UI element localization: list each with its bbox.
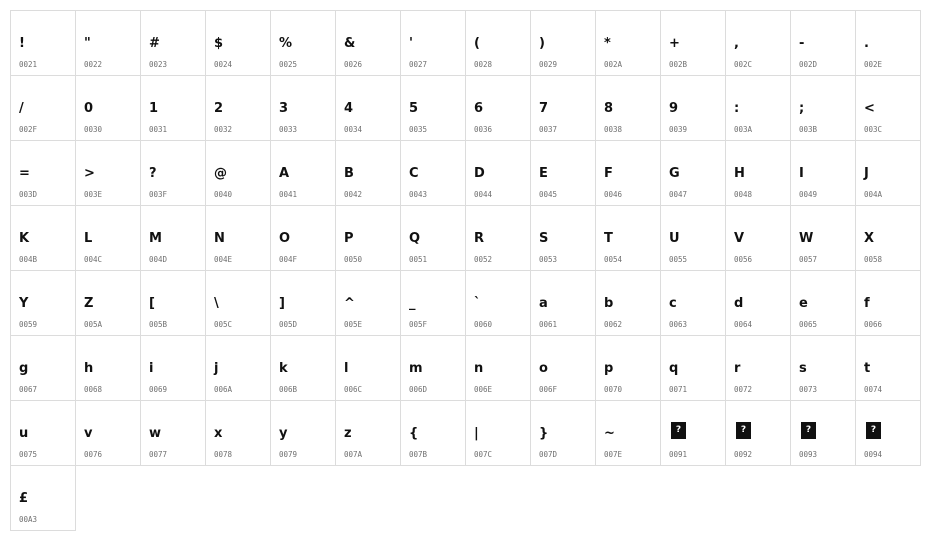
glyph-codepoint: 0073 — [799, 385, 818, 394]
glyph-cell-002c[interactable] — [725, 10, 791, 76]
glyph-codepoint: 0061 — [539, 320, 558, 329]
glyph-sample: L — [84, 231, 93, 246]
glyph-sample: ; — [799, 101, 805, 116]
glyph-codepoint: 0030 — [84, 125, 103, 134]
glyph-codepoint: 0036 — [474, 125, 493, 134]
glyph-codepoint: 003D — [19, 190, 38, 199]
glyph-sample: * — [604, 36, 611, 51]
glyph-cell-004b[interactable] — [10, 205, 76, 271]
glyph-sample: G — [669, 166, 680, 181]
glyph-cell-006f[interactable] — [530, 335, 596, 401]
glyph-sample: S — [539, 231, 549, 246]
glyph-cell-0022[interactable] — [75, 10, 141, 76]
glyph-sample: 9 — [669, 101, 679, 116]
glyph-cell-0094[interactable] — [855, 400, 921, 466]
glyph-codepoint: 005F — [409, 320, 428, 329]
glyph-codepoint: 003B — [799, 125, 818, 134]
glyph-codepoint: 0026 — [344, 60, 363, 69]
glyph-cell-0033[interactable] — [270, 75, 336, 141]
glyph-codepoint: 002D — [799, 60, 818, 69]
glyph-cell-006d[interactable] — [400, 335, 466, 401]
glyph-sample: 6 — [474, 101, 484, 116]
glyph-cell-0041[interactable] — [270, 140, 336, 206]
glyph-sample: = — [19, 166, 30, 181]
glyph-codepoint: 0067 — [19, 385, 38, 394]
glyph-cell-0025[interactable] — [270, 10, 336, 76]
glyph-codepoint: 0042 — [344, 190, 363, 199]
glyph-codepoint: 0078 — [214, 450, 233, 459]
glyph-cell-003f[interactable] — [140, 140, 206, 206]
glyph-cell-0078[interactable] — [205, 400, 271, 466]
glyph-cell-0045[interactable] — [530, 140, 596, 206]
glyph-codepoint: 004A — [864, 190, 883, 199]
glyph-codepoint: 0023 — [149, 60, 168, 69]
glyph-cell-007e[interactable] — [595, 400, 661, 466]
glyph-cell-003a[interactable] — [725, 75, 791, 141]
glyph-sample: ] — [279, 296, 285, 311]
glyph-sample: m — [409, 361, 423, 376]
glyph-sample: o — [539, 361, 548, 376]
glyph-cell-0024[interactable] — [205, 10, 271, 76]
glyph-cell-004e[interactable] — [205, 205, 271, 271]
glyph-cell-0074[interactable] — [855, 335, 921, 401]
glyph-codepoint: 0075 — [19, 450, 38, 459]
glyph-sample: j — [214, 361, 219, 376]
glyph-sample: E — [539, 166, 548, 181]
glyph-sample: V — [734, 231, 745, 246]
glyph-cell-0064[interactable] — [725, 270, 791, 336]
glyph-cell-0062[interactable] — [595, 270, 661, 336]
glyph-codepoint: 0070 — [604, 385, 623, 394]
glyph-codepoint: 003C — [864, 125, 883, 134]
glyph-sample: : — [734, 101, 740, 116]
missing-glyph-box: ? — [736, 422, 751, 439]
glyph-sample: O — [279, 231, 291, 246]
glyph-cell-005d[interactable] — [270, 270, 336, 336]
glyph-codepoint: 0066 — [864, 320, 883, 329]
glyph-cell-0056[interactable] — [725, 205, 791, 271]
glyph-cell-0063[interactable] — [660, 270, 726, 336]
glyph-codepoint: 0029 — [539, 60, 558, 69]
glyph-cell-004c[interactable] — [75, 205, 141, 271]
glyph-codepoint: 0028 — [474, 60, 493, 69]
glyph-codepoint: 00A3 — [19, 515, 38, 524]
glyph-codepoint: 004D — [149, 255, 168, 264]
glyph-codepoint: 0055 — [669, 255, 688, 264]
glyph-sample: 2 — [214, 101, 224, 116]
glyph-codepoint: 0039 — [669, 125, 688, 134]
glyph-cell-007a[interactable] — [335, 400, 401, 466]
glyph-codepoint: 006F — [539, 385, 558, 394]
glyph-sample: % — [279, 36, 293, 51]
glyph-sample: z — [344, 426, 352, 441]
glyph-sample: p — [604, 361, 614, 376]
glyph-cell-004a[interactable] — [855, 140, 921, 206]
glyph-sample: 7 — [539, 101, 549, 116]
glyph-cell-0050[interactable] — [335, 205, 401, 271]
glyph-cell-0091[interactable] — [660, 400, 726, 466]
glyph-sample: Q — [409, 231, 421, 246]
glyph-codepoint: 0091 — [669, 450, 688, 459]
glyph-sample: I — [799, 166, 804, 181]
glyph-sample: > — [84, 166, 95, 181]
glyph-cell-006b[interactable] — [270, 335, 336, 401]
glyph-cell-0021[interactable] — [10, 10, 76, 76]
glyph-sample: q — [669, 361, 679, 376]
glyph-sample: Y — [19, 296, 29, 311]
glyph-cell-0076[interactable] — [75, 400, 141, 466]
glyph-sample: ? — [149, 166, 157, 181]
glyph-sample: , — [734, 36, 739, 51]
glyph-cell-003d[interactable] — [10, 140, 76, 206]
glyph-codepoint: 0063 — [669, 320, 688, 329]
glyph-codepoint: 0093 — [799, 450, 818, 459]
missing-glyph-box: ? — [801, 422, 816, 439]
glyph-codepoint: 007E — [604, 450, 623, 459]
glyph-sample: u — [19, 426, 29, 441]
glyph-codepoint: 0079 — [279, 450, 298, 459]
glyph-sample: N — [214, 231, 225, 246]
glyph-sample: / — [19, 101, 24, 116]
glyph-sample: v — [84, 426, 93, 441]
glyph-codepoint: 0056 — [734, 255, 753, 264]
glyph-sample: C — [409, 166, 419, 181]
glyph-sample: n — [474, 361, 484, 376]
glyph-cell-002b[interactable] — [660, 10, 726, 76]
glyph-codepoint: 002A — [604, 60, 623, 69]
glyph-cell-0060[interactable] — [465, 270, 531, 336]
glyph-sample: ( — [474, 36, 480, 51]
glyph-grid — [10, 10, 920, 530]
glyph-cell-003c[interactable] — [855, 75, 921, 141]
glyph-sample: ` — [474, 296, 481, 311]
glyph-cell-0030[interactable] — [75, 75, 141, 141]
glyph-cell-0026[interactable] — [335, 10, 401, 76]
glyph-sample: 1 — [149, 101, 159, 116]
glyph-codepoint: 0059 — [19, 320, 38, 329]
glyph-cell-0044[interactable] — [465, 140, 531, 206]
glyph-cell-002f[interactable] — [10, 75, 76, 141]
glyph-cell-002d[interactable] — [790, 10, 856, 76]
glyph-cell-0051[interactable] — [400, 205, 466, 271]
glyph-codepoint: 007A — [344, 450, 363, 459]
glyph-codepoint: 006D — [409, 385, 428, 394]
glyph-sample: B — [344, 166, 354, 181]
glyph-codepoint: 0038 — [604, 125, 623, 134]
glyph-codepoint: 0040 — [214, 190, 233, 199]
glyph-cell-0040[interactable] — [205, 140, 271, 206]
glyph-codepoint: 005E — [344, 320, 363, 329]
glyph-cell-0052[interactable] — [465, 205, 531, 271]
glyph-sample: W — [799, 231, 814, 246]
glyph-cell-0031[interactable] — [140, 75, 206, 141]
glyph-sample: R — [474, 231, 485, 246]
glyph-sample: $ — [214, 36, 224, 51]
glyph-cell-005e[interactable] — [335, 270, 401, 336]
glyph-sample: ^ — [344, 296, 355, 311]
glyph-cell-004f[interactable] — [270, 205, 336, 271]
glyph-codepoint: 0074 — [864, 385, 883, 394]
glyph-sample: H — [734, 166, 745, 181]
glyph-cell-0073[interactable] — [790, 335, 856, 401]
glyph-codepoint: 0025 — [279, 60, 298, 69]
glyph-cell-005b[interactable] — [140, 270, 206, 336]
glyph-sample: b — [604, 296, 614, 311]
glyph-cell-0035[interactable] — [400, 75, 466, 141]
glyph-cell-006c[interactable] — [335, 335, 401, 401]
glyph-codepoint: 0062 — [604, 320, 623, 329]
glyph-codepoint: 0046 — [604, 190, 623, 199]
glyph-sample: . — [864, 36, 869, 51]
glyph-sample: d — [734, 296, 744, 311]
glyph-codepoint: 0037 — [539, 125, 558, 134]
glyph-codepoint: 0048 — [734, 190, 753, 199]
glyph-cell-0027[interactable] — [400, 10, 466, 76]
glyph-codepoint: 0022 — [84, 60, 103, 69]
glyph-sample: U — [669, 231, 680, 246]
glyph-cell-0034[interactable] — [335, 75, 401, 141]
glyph-cell-003b[interactable] — [790, 75, 856, 141]
glyph-sample: @ — [214, 166, 227, 181]
glyph-sample: t — [864, 361, 871, 376]
glyph-cell-0065[interactable] — [790, 270, 856, 336]
glyph-sample: ! — [19, 36, 25, 51]
glyph-cell-0093[interactable] — [790, 400, 856, 466]
glyph-sample: l — [344, 361, 349, 376]
glyph-cell-0046[interactable] — [595, 140, 661, 206]
glyph-codepoint: 006A — [214, 385, 233, 394]
glyph-codepoint: 006E — [474, 385, 493, 394]
glyph-codepoint: 0076 — [84, 450, 103, 459]
glyph-cell-003e[interactable] — [75, 140, 141, 206]
glyph-codepoint: 005B — [149, 320, 168, 329]
glyph-cell-0066[interactable] — [855, 270, 921, 336]
glyph-cell-0048[interactable] — [725, 140, 791, 206]
glyph-cell-00a3[interactable] — [10, 465, 76, 531]
glyph-sample: _ — [409, 296, 416, 311]
glyph-codepoint: 006C — [344, 385, 363, 394]
glyph-cell-007c[interactable] — [465, 400, 531, 466]
glyph-codepoint: 0053 — [539, 255, 558, 264]
glyph-sample: k — [279, 361, 288, 376]
glyph-sample: A — [279, 166, 290, 181]
glyph-sample: ' — [409, 36, 413, 51]
glyph-codepoint: 0069 — [149, 385, 168, 394]
glyph-codepoint: 0045 — [539, 190, 558, 199]
glyph-cell-0058[interactable] — [855, 205, 921, 271]
glyph-codepoint: 002E — [864, 60, 883, 69]
glyph-codepoint: 005C — [214, 320, 233, 329]
glyph-codepoint: 0057 — [799, 255, 818, 264]
glyph-cell-0054[interactable] — [595, 205, 661, 271]
glyph-cell-0029[interactable] — [530, 10, 596, 76]
glyph-sample: 5 — [409, 101, 419, 116]
glyph-codepoint: 0064 — [734, 320, 753, 329]
glyph-sample: c — [669, 296, 677, 311]
glyph-cell-0072[interactable] — [725, 335, 791, 401]
glyph-codepoint: 0094 — [864, 450, 883, 459]
glyph-codepoint: 0047 — [669, 190, 688, 199]
glyph-sample: & — [344, 36, 356, 51]
glyph-sample: | — [474, 426, 479, 441]
glyph-sample: } — [539, 426, 549, 441]
glyph-sample: x — [214, 426, 223, 441]
glyph-sample: - — [799, 36, 805, 51]
glyph-codepoint: 002B — [669, 60, 688, 69]
glyph-cell-0028[interactable] — [465, 10, 531, 76]
glyph-cell-002a[interactable] — [595, 10, 661, 76]
glyph-cell-0055[interactable] — [660, 205, 726, 271]
glyph-cell-0075[interactable] — [10, 400, 76, 466]
glyph-codepoint: 0092 — [734, 450, 753, 459]
glyph-codepoint: 007B — [409, 450, 428, 459]
glyph-codepoint: 002F — [19, 125, 38, 134]
glyph-cell-005f[interactable] — [400, 270, 466, 336]
glyph-sample: s — [799, 361, 807, 376]
glyph-cell-0071[interactable] — [660, 335, 726, 401]
glyph-sample: D — [474, 166, 485, 181]
glyph-cell-0036[interactable] — [465, 75, 531, 141]
glyph-cell-0023[interactable] — [140, 10, 206, 76]
glyph-cell-007d[interactable] — [530, 400, 596, 466]
glyph-codepoint: 0024 — [214, 60, 233, 69]
glyph-sample: X — [864, 231, 875, 246]
glyph-codepoint: 0065 — [799, 320, 818, 329]
glyph-sample: 3 — [279, 101, 289, 116]
glyph-codepoint: 007D — [539, 450, 558, 459]
glyph-sample: { — [409, 426, 419, 441]
glyph-codepoint: 0068 — [84, 385, 103, 394]
glyph-cell-0038[interactable] — [595, 75, 661, 141]
glyph-cell-007b[interactable] — [400, 400, 466, 466]
glyph-sample: e — [799, 296, 808, 311]
glyph-sample: g — [19, 361, 29, 376]
glyph-cell-0037[interactable] — [530, 75, 596, 141]
glyph-codepoint: 0043 — [409, 190, 428, 199]
glyph-codepoint: 0054 — [604, 255, 623, 264]
glyph-codepoint: 0032 — [214, 125, 233, 134]
glyph-cell-0049[interactable] — [790, 140, 856, 206]
glyph-codepoint: 0041 — [279, 190, 298, 199]
glyph-cell-0079[interactable] — [270, 400, 336, 466]
glyph-sample: f — [864, 296, 870, 311]
glyph-cell-0043[interactable] — [400, 140, 466, 206]
glyph-codepoint: 0021 — [19, 60, 38, 69]
glyph-cell-002e[interactable] — [855, 10, 921, 76]
glyph-sample: ~ — [604, 426, 615, 441]
glyph-codepoint: 0071 — [669, 385, 688, 394]
glyph-sample: r — [734, 361, 741, 376]
glyph-cell-005c[interactable] — [205, 270, 271, 336]
glyph-codepoint: 004B — [19, 255, 38, 264]
glyph-sample: 0 — [84, 101, 94, 116]
glyph-cell-006a[interactable] — [205, 335, 271, 401]
glyph-codepoint: 003F — [149, 190, 168, 199]
glyph-sample: T — [604, 231, 613, 246]
glyph-sample: M — [149, 231, 162, 246]
glyph-codepoint: 0044 — [474, 190, 493, 199]
glyph-codepoint: 0035 — [409, 125, 428, 134]
glyph-codepoint: 0052 — [474, 255, 493, 264]
glyph-cell-0047[interactable] — [660, 140, 726, 206]
glyph-codepoint: 006B — [279, 385, 298, 394]
glyph-sample: y — [279, 426, 288, 441]
glyph-sample: \ — [214, 296, 219, 311]
glyph-cell-0057[interactable] — [790, 205, 856, 271]
glyph-codepoint: 0072 — [734, 385, 753, 394]
glyph-cell-0042[interactable] — [335, 140, 401, 206]
glyph-codepoint: 0034 — [344, 125, 363, 134]
glyph-codepoint: 0051 — [409, 255, 428, 264]
glyph-cell-0059[interactable] — [10, 270, 76, 336]
glyph-cell-0032[interactable] — [205, 75, 271, 141]
glyph-sample: a — [539, 296, 548, 311]
glyph-sample: " — [84, 36, 91, 51]
glyph-cell-004d[interactable] — [140, 205, 206, 271]
glyph-codepoint: 0031 — [149, 125, 168, 134]
glyph-codepoint: 0049 — [799, 190, 818, 199]
glyph-sample: 4 — [344, 101, 354, 116]
glyph-sample: ) — [539, 36, 545, 51]
glyph-codepoint: 004E — [214, 255, 233, 264]
glyph-codepoint: 0060 — [474, 320, 493, 329]
glyph-codepoint: 0027 — [409, 60, 428, 69]
missing-glyph-box: ? — [866, 422, 881, 439]
glyph-cell-0092[interactable] — [725, 400, 791, 466]
glyph-cell-0061[interactable] — [530, 270, 596, 336]
glyph-sample: + — [669, 36, 680, 51]
glyph-sample: # — [149, 36, 160, 51]
glyph-cell-0067[interactable] — [10, 335, 76, 401]
glyph-cell-0068[interactable] — [75, 335, 141, 401]
glyph-codepoint: 0077 — [149, 450, 168, 459]
glyph-codepoint: 0050 — [344, 255, 363, 264]
glyph-sample: i — [149, 361, 154, 376]
glyph-codepoint: 004C — [84, 255, 103, 264]
glyph-sample: < — [864, 101, 875, 116]
missing-glyph-box: ? — [671, 422, 686, 439]
glyph-codepoint: 005D — [279, 320, 298, 329]
glyph-codepoint: 0058 — [864, 255, 883, 264]
glyph-codepoint: 005A — [84, 320, 103, 329]
glyph-sample: h — [84, 361, 94, 376]
glyph-sample: J — [864, 166, 869, 181]
glyph-sample: w — [149, 426, 162, 441]
glyph-cell-006e[interactable] — [465, 335, 531, 401]
glyph-codepoint: 002C — [734, 60, 753, 69]
glyph-cell-0053[interactable] — [530, 205, 596, 271]
glyph-codepoint: 007C — [474, 450, 493, 459]
glyph-cell-005a[interactable] — [75, 270, 141, 336]
glyph-cell-0069[interactable] — [140, 335, 206, 401]
glyph-sample: £ — [19, 491, 29, 506]
glyph-sample: K — [19, 231, 30, 246]
glyph-codepoint: 0033 — [279, 125, 298, 134]
glyph-sample: Z — [84, 296, 94, 311]
glyph-cell-0039[interactable] — [660, 75, 726, 141]
glyph-cell-0070[interactable] — [595, 335, 661, 401]
glyph-codepoint: 003A — [734, 125, 753, 134]
glyph-sample: F — [604, 166, 613, 181]
glyph-sample: P — [344, 231, 354, 246]
glyph-sample: 8 — [604, 101, 614, 116]
glyph-codepoint: 003E — [84, 190, 103, 199]
glyph-cell-0077[interactable] — [140, 400, 206, 466]
glyph-codepoint: 004F — [279, 255, 298, 264]
glyph-sample: [ — [149, 296, 155, 311]
